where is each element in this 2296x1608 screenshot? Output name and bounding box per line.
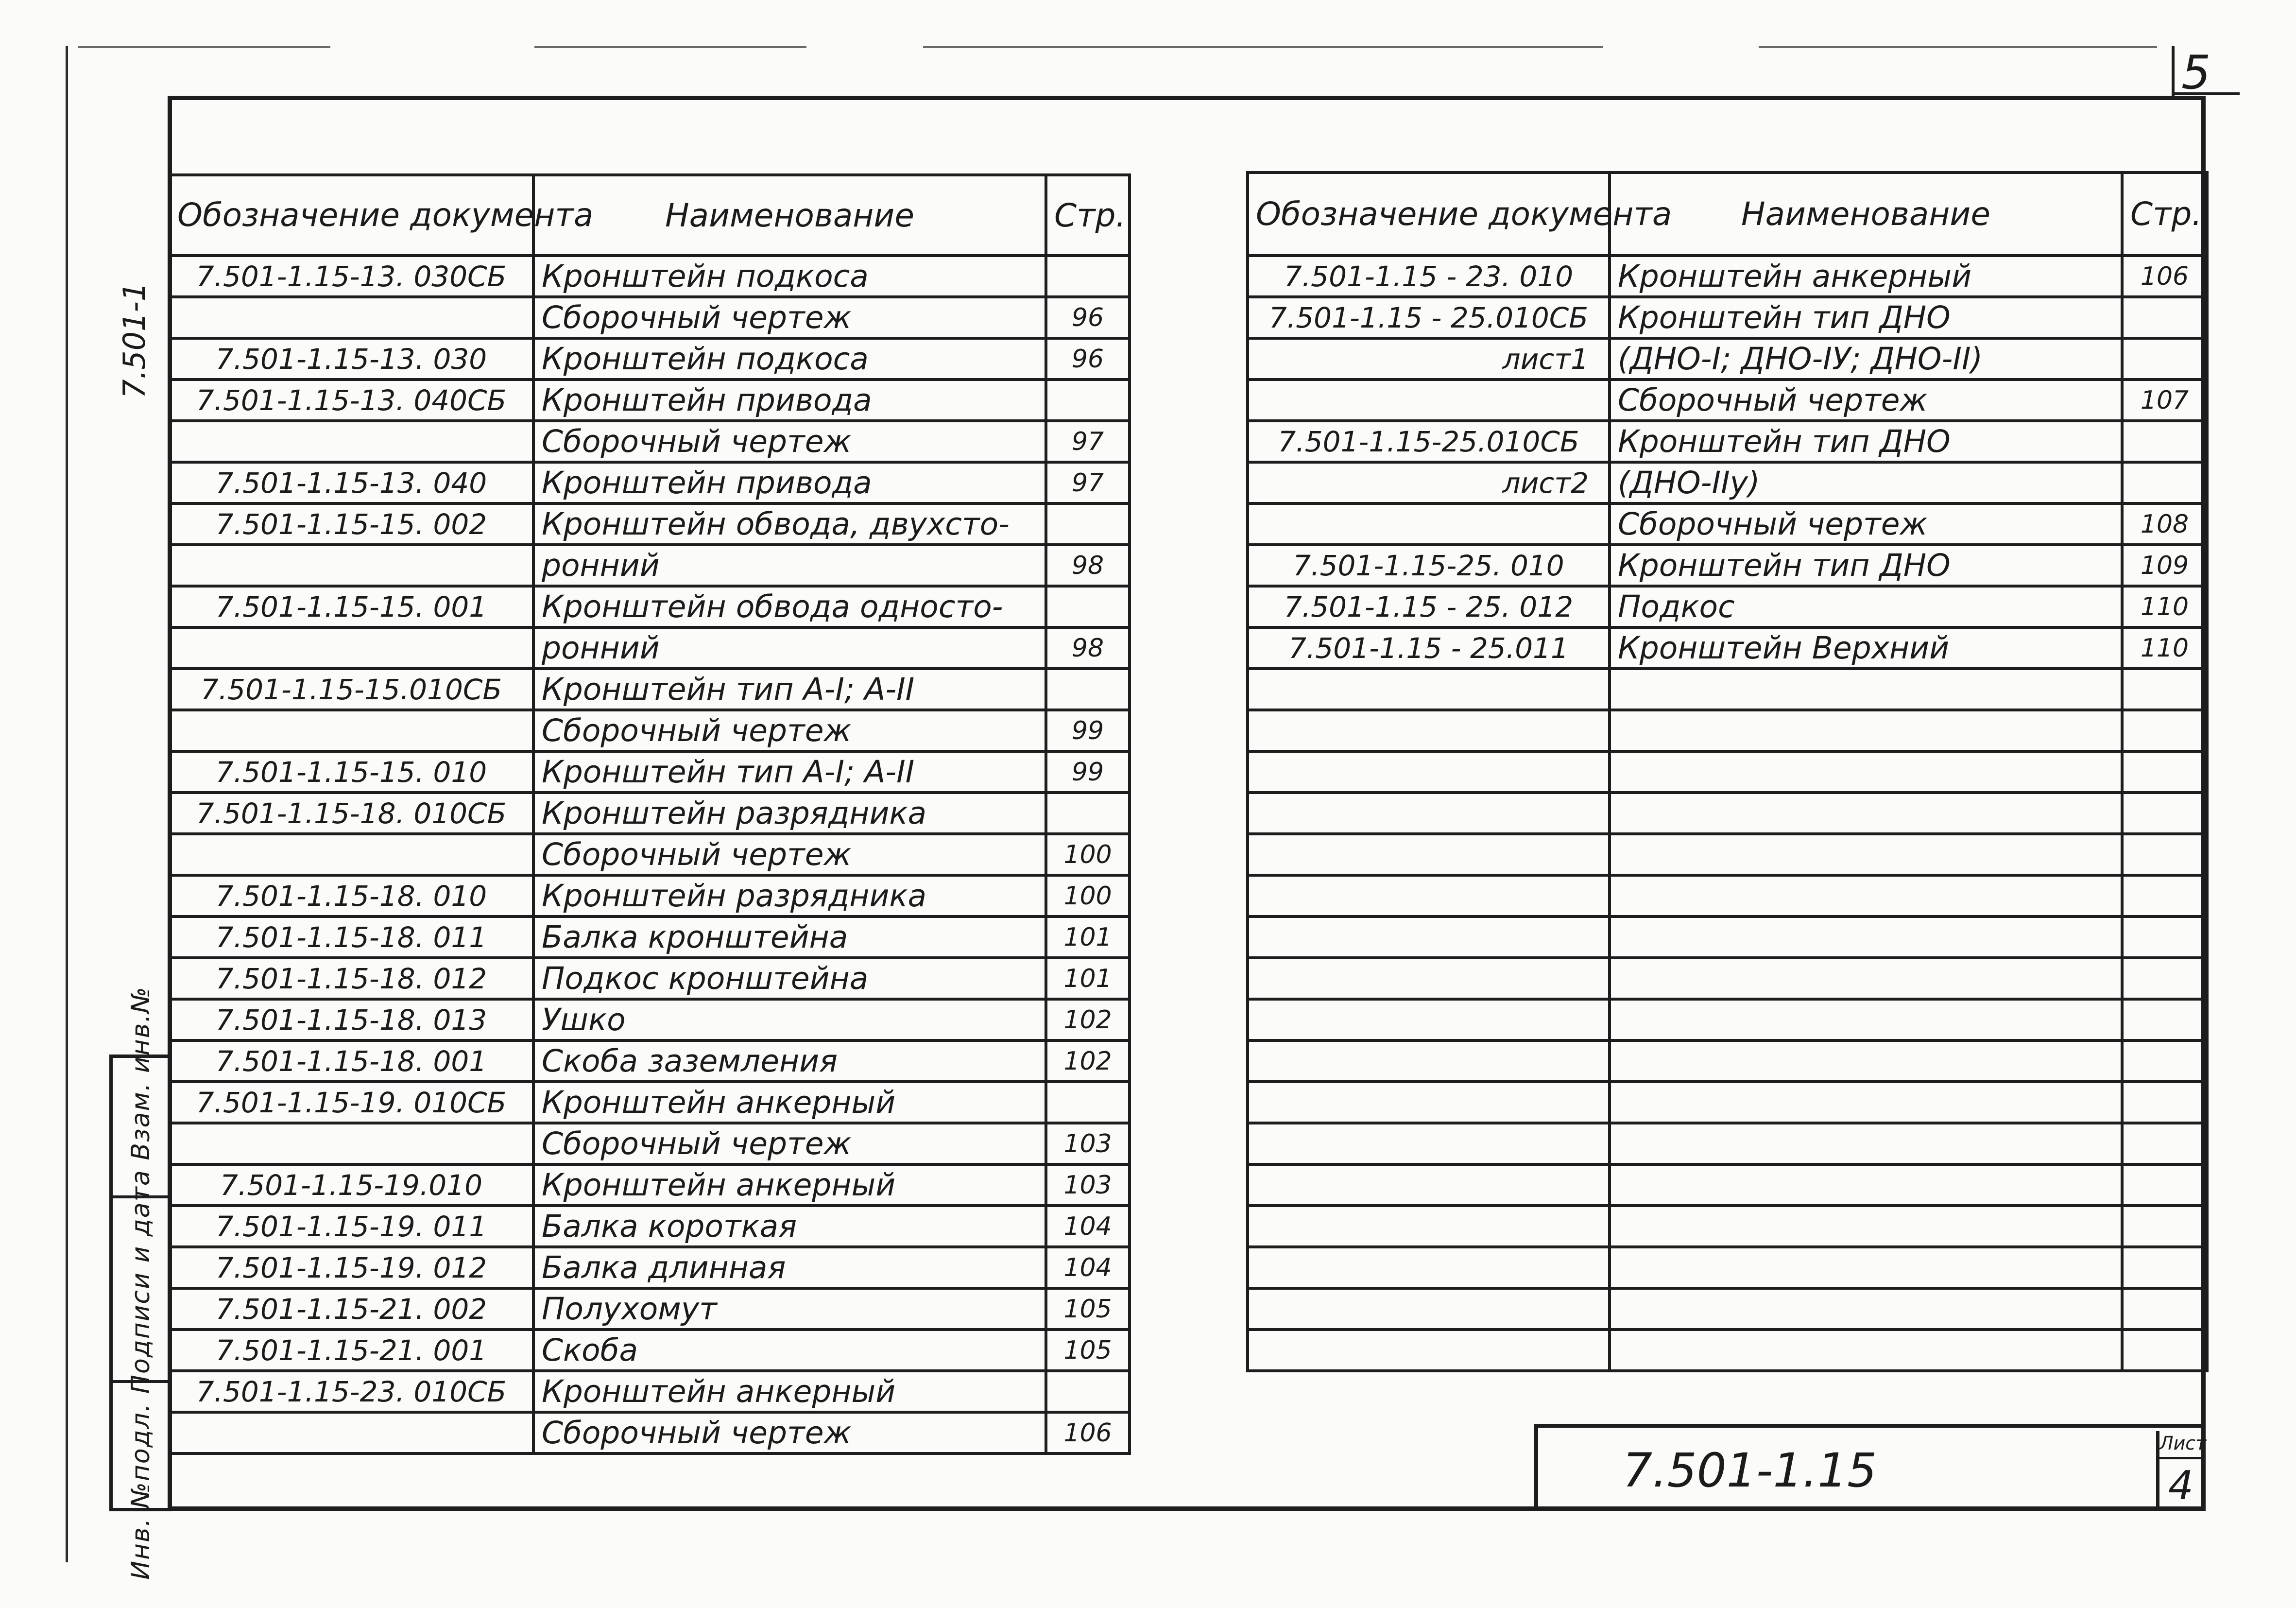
table-row [169,380,1130,421]
cell-code [1248,1330,1610,1371]
cell-page: 97 [1046,462,1130,503]
cell-page: 104 [1046,1206,1130,1247]
cell-page [2122,1247,2207,1288]
cell-code: 7.501-1.15 - 25. 012 [1248,586,1610,627]
cell-name: Сборочный чертеж [1610,380,2122,421]
table-row [1248,545,2207,586]
cell-name: (ДНО-IIу) [1610,462,2122,503]
header-page: Стр. [2122,173,2207,256]
cell-page [2122,1123,2207,1164]
cell-code [1248,916,1610,958]
table-row [169,1123,1130,1164]
cell-name: Полухомут [533,1288,1046,1330]
cell-name: Кронштейн разрядника [533,793,1046,834]
cell-page [2122,1206,2207,1247]
binding-strip-label [109,986,172,1580]
table-row [1248,875,2207,916]
cell-name: Кронштейн привода [533,380,1046,421]
table-row [169,999,1130,1040]
cell-code [1248,669,1610,710]
cell-code [169,1412,533,1453]
top-edge-dash [534,46,806,48]
page-number-divider [2172,46,2175,100]
table-row [169,545,1130,586]
cell-page [1046,586,1130,627]
cell-page: 100 [1046,875,1130,916]
table-row [169,1330,1130,1371]
cell-code [1248,1288,1610,1330]
cell-code [169,421,533,462]
cell-code: 7.501-1.15-19. 010СБ [169,1082,533,1123]
cell-code: 7.501-1.15-18. 010СБ [169,793,533,834]
cell-page: 102 [1046,999,1130,1040]
table-row [169,1206,1130,1247]
cell-page [2122,1330,2207,1371]
cell-name: Кронштейн разрядника [533,875,1046,916]
cell-page: 98 [1046,545,1130,586]
cell-page: 101 [1046,916,1130,958]
table-row [169,793,1130,834]
cell-page [2122,1288,2207,1330]
cell-name: ронний [533,627,1046,669]
binding-strip-text: Инв. №подл. Подписи и дата Взам. инв.№ [126,986,155,1580]
right-spec-table [1246,171,2209,1372]
cell-code [169,545,533,586]
cell-page: 102 [1046,1040,1130,1082]
cell-name: (ДНО-I; ДНО-IУ; ДНО-II) [1610,338,2122,380]
cell-code: 7.501-1.15-25.010СБ [1248,421,1610,462]
cell-name: Балка короткая [533,1206,1046,1247]
header-name: Наименование [1610,173,2122,256]
cell-page [2122,462,2207,503]
table-row [1248,751,2207,793]
cell-code [1248,958,1610,999]
top-edge-dash [78,46,330,48]
cell-page: 105 [1046,1330,1130,1371]
cell-page [2122,421,2207,462]
cell-code: 7.501-1.15-13. 030СБ [169,256,533,297]
cell-code: 7.501-1.15-18. 012 [169,958,533,999]
cell-page [2122,751,2207,793]
left-table-body [169,256,1130,1453]
cell-code [1248,875,1610,916]
cell-name: Подкос кронштейна [533,958,1046,999]
top-edge-dash [1759,46,2157,48]
cell-name: Кронштейн анкерный [1610,256,2122,297]
cell-code [1248,380,1610,421]
cell-code [1248,1082,1610,1123]
table-row [1248,834,2207,875]
table-row [1248,256,2207,297]
cell-code: 7.501-1.15-21. 002 [169,1288,533,1330]
table-row [169,916,1130,958]
cell-name [1610,1082,2122,1123]
cell-page [2122,338,2207,380]
cell-name [1610,1288,2122,1330]
table-row [1248,1164,2207,1206]
cell-code: лист1 [1248,338,1610,380]
table-row [1248,1247,2207,1288]
cell-name: Кронштейн Верхний [1610,627,2122,669]
cell-code: 7.501-1.15-21. 001 [169,1330,533,1371]
cell-name: Кронштейн подкоса [533,338,1046,380]
cell-name: Кронштейн тип А-I; А-II [533,751,1046,793]
cell-code: лист2 [1248,462,1610,503]
table-row [169,586,1130,627]
table-row [169,462,1130,503]
table-row [169,834,1130,875]
cell-name [1610,751,2122,793]
table-row [169,1371,1130,1412]
cell-code: 7.501-1.15-18. 010 [169,875,533,916]
table-row [169,1082,1130,1123]
table-row [1248,958,2207,999]
cell-code [1248,793,1610,834]
cell-code [169,1123,533,1164]
table-row [169,1247,1130,1288]
cell-page [2122,834,2207,875]
cell-code [1248,1040,1610,1082]
header-page: Стр. [1046,175,1130,256]
cell-code: 7.501-1.15 - 23. 010 [1248,256,1610,297]
cell-name: Сборочный чертеж [533,1123,1046,1164]
page-edge-line [66,46,68,1562]
cell-page: 106 [1046,1412,1130,1453]
cell-code [1248,710,1610,751]
cell-name: Ушко [533,999,1046,1040]
table-row [169,1164,1130,1206]
cell-name [1610,1164,2122,1206]
left-spec-table [168,173,1131,1455]
table-row [169,669,1130,710]
cell-name [1610,710,2122,751]
cell-code: 7.501-1.15 - 25.011 [1248,627,1610,669]
table-row [169,256,1130,297]
cell-page: 109 [2122,545,2207,586]
cell-name: Кронштейн обвода односто- [533,586,1046,627]
table-row [1248,669,2207,710]
table-header-row [1248,173,2207,256]
header-code: Обозначение документа [1248,173,1610,256]
cell-name: Сборочный чертеж [533,834,1046,875]
cell-page [1046,256,1130,297]
cell-page [2122,1164,2207,1206]
cell-code: 7.501-1.15-23. 010СБ [169,1371,533,1412]
cell-name: Кронштейн тип ДНО [1610,545,2122,586]
cell-page [1046,1371,1130,1412]
cell-name: Кронштейн тип ДНО [1610,297,2122,338]
table-row [169,503,1130,545]
cell-code: 7.501-1.15-18. 011 [169,916,533,958]
cell-page [1046,793,1130,834]
title-block-code: 7.501-1.15 [1623,1443,1877,1498]
table-row [1248,1288,2207,1330]
cell-page [1046,503,1130,545]
table-row [1248,1082,2207,1123]
cell-page: 106 [2122,256,2207,297]
cell-name [1610,1206,2122,1247]
cell-code: 7.501-1.15-15. 010 [169,751,533,793]
cell-page [2122,999,2207,1040]
cell-page: 98 [1046,627,1130,669]
cell-page: 99 [1046,751,1130,793]
right-table-body [1248,256,2207,1371]
cell-name [1610,1330,2122,1371]
cell-page [2122,958,2207,999]
cell-code [1248,834,1610,875]
table-row [1248,338,2207,380]
cell-name: Кронштейн анкерный [533,1164,1046,1206]
cell-code: 7.501-1.15-18. 001 [169,1040,533,1082]
cell-code: 7.501-1.15-25. 010 [1248,545,1610,586]
cell-page: 107 [2122,380,2207,421]
cell-name [1610,1040,2122,1082]
cell-name [1610,793,2122,834]
cell-name: Скоба заземления [533,1040,1046,1082]
table-row [1248,1330,2207,1371]
cell-code [1248,1123,1610,1164]
cell-name: Сборочный чертеж [1610,503,2122,545]
table-row [169,421,1130,462]
cell-name: Кронштейн анкерный [533,1082,1046,1123]
cell-code: 7.501-1.15-13. 030 [169,338,533,380]
table-row [1248,1206,2207,1247]
cell-page [1046,669,1130,710]
cell-name: Сборочный чертеж [533,1412,1046,1453]
cell-code: 7.501-1.15-13. 040 [169,462,533,503]
table-row [1248,297,2207,338]
cell-page: 99 [1046,710,1130,751]
cell-page: 100 [1046,834,1130,875]
side-series-code: 7.501-1 [117,282,152,398]
table-row [1248,586,2207,627]
cell-name: Кронштейн привода [533,462,1046,503]
sheet-number: 4 [2168,1463,2194,1509]
cell-page: 110 [2122,627,2207,669]
cell-page [2122,669,2207,710]
cell-code [1248,1247,1610,1288]
cell-code: 7.501-1.15-13. 040СБ [169,380,533,421]
cell-name: Подкос [1610,586,2122,627]
cell-name: ронний [533,545,1046,586]
cell-code [1248,503,1610,545]
cell-code [169,834,533,875]
table-row [169,875,1130,916]
table-row [1248,627,2207,669]
table-row [1248,793,2207,834]
table-row [169,958,1130,999]
cell-page [2122,1082,2207,1123]
table-row [1248,380,2207,421]
cell-name: Сборочный чертеж [533,710,1046,751]
cell-name [1610,669,2122,710]
table-row [1248,462,2207,503]
cell-code [1248,1206,1610,1247]
cell-code [169,627,533,669]
cell-code: 7.501-1.15-15. 001 [169,586,533,627]
cell-name: Кронштейн тип А-I; А-II [533,669,1046,710]
cell-name: Балка кронштейна [533,916,1046,958]
cell-name [1610,916,2122,958]
cell-page [2122,710,2207,751]
cell-page: 105 [1046,1288,1130,1330]
table-row [1248,1040,2207,1082]
cell-page [2122,297,2207,338]
cell-name: Сборочный чертеж [533,297,1046,338]
cell-page: 110 [2122,586,2207,627]
top-edge-dash [923,46,1603,48]
table-row [1248,503,2207,545]
table-row [169,627,1130,669]
table-row [169,710,1130,751]
cell-page: 108 [2122,503,2207,545]
cell-code: 7.501-1.15-18. 013 [169,999,533,1040]
cell-name: Кронштейн подкоса [533,256,1046,297]
table-row [1248,999,2207,1040]
cell-code: 7.501-1.15-19. 012 [169,1247,533,1288]
table-row [169,751,1130,793]
cell-name [1610,958,2122,999]
cell-code: 7.501-1.15 - 25.010СБ [1248,297,1610,338]
page-number: 5 [2181,46,2211,100]
cell-name: Скоба [533,1330,1046,1371]
cell-code [1248,751,1610,793]
table-row [1248,1123,2207,1164]
cell-name [1610,834,2122,875]
header-name: Наименование [533,175,1046,256]
cell-code [169,297,533,338]
table-row [1248,421,2207,462]
table-row [169,1040,1130,1082]
cell-page: 96 [1046,297,1130,338]
table-row [1248,710,2207,751]
cell-name: Кронштейн обвода, двухсто- [533,503,1046,545]
table-header-row [169,175,1130,256]
cell-name: Балка длинная [533,1247,1046,1288]
cell-page [2122,1040,2207,1082]
sheet-label: Лист [2159,1433,2202,1459]
cell-code: 7.501-1.15-19. 011 [169,1206,533,1247]
cell-page [2122,875,2207,916]
table-row [169,297,1130,338]
cell-code: 7.501-1.15-15. 002 [169,503,533,545]
cell-page: 103 [1046,1164,1130,1206]
cell-name: Кронштейн тип ДНО [1610,421,2122,462]
cell-name [1610,999,2122,1040]
cell-code [169,710,533,751]
cell-page [2122,793,2207,834]
cell-name: Кронштейн анкерный [533,1371,1046,1412]
table-row [169,1288,1130,1330]
table-row [169,1412,1130,1453]
cell-page: 101 [1046,958,1130,999]
cell-page [1046,1082,1130,1123]
table-row [1248,916,2207,958]
table-row [169,338,1130,380]
cell-page: 97 [1046,421,1130,462]
cell-page: 104 [1046,1247,1130,1288]
cell-page [1046,380,1130,421]
cell-code [1248,1164,1610,1206]
cell-page: 103 [1046,1123,1130,1164]
cell-code: 7.501-1.15-19.010 [169,1164,533,1206]
cell-name [1610,1123,2122,1164]
header-code: Обозначение документа [169,175,533,256]
cell-name [1610,875,2122,916]
cell-page [2122,916,2207,958]
cell-name [1610,1247,2122,1288]
cell-page: 96 [1046,338,1130,380]
cell-code: 7.501-1.15-15.010СБ [169,669,533,710]
cell-name: Сборочный чертеж [533,421,1046,462]
cell-code [1248,999,1610,1040]
